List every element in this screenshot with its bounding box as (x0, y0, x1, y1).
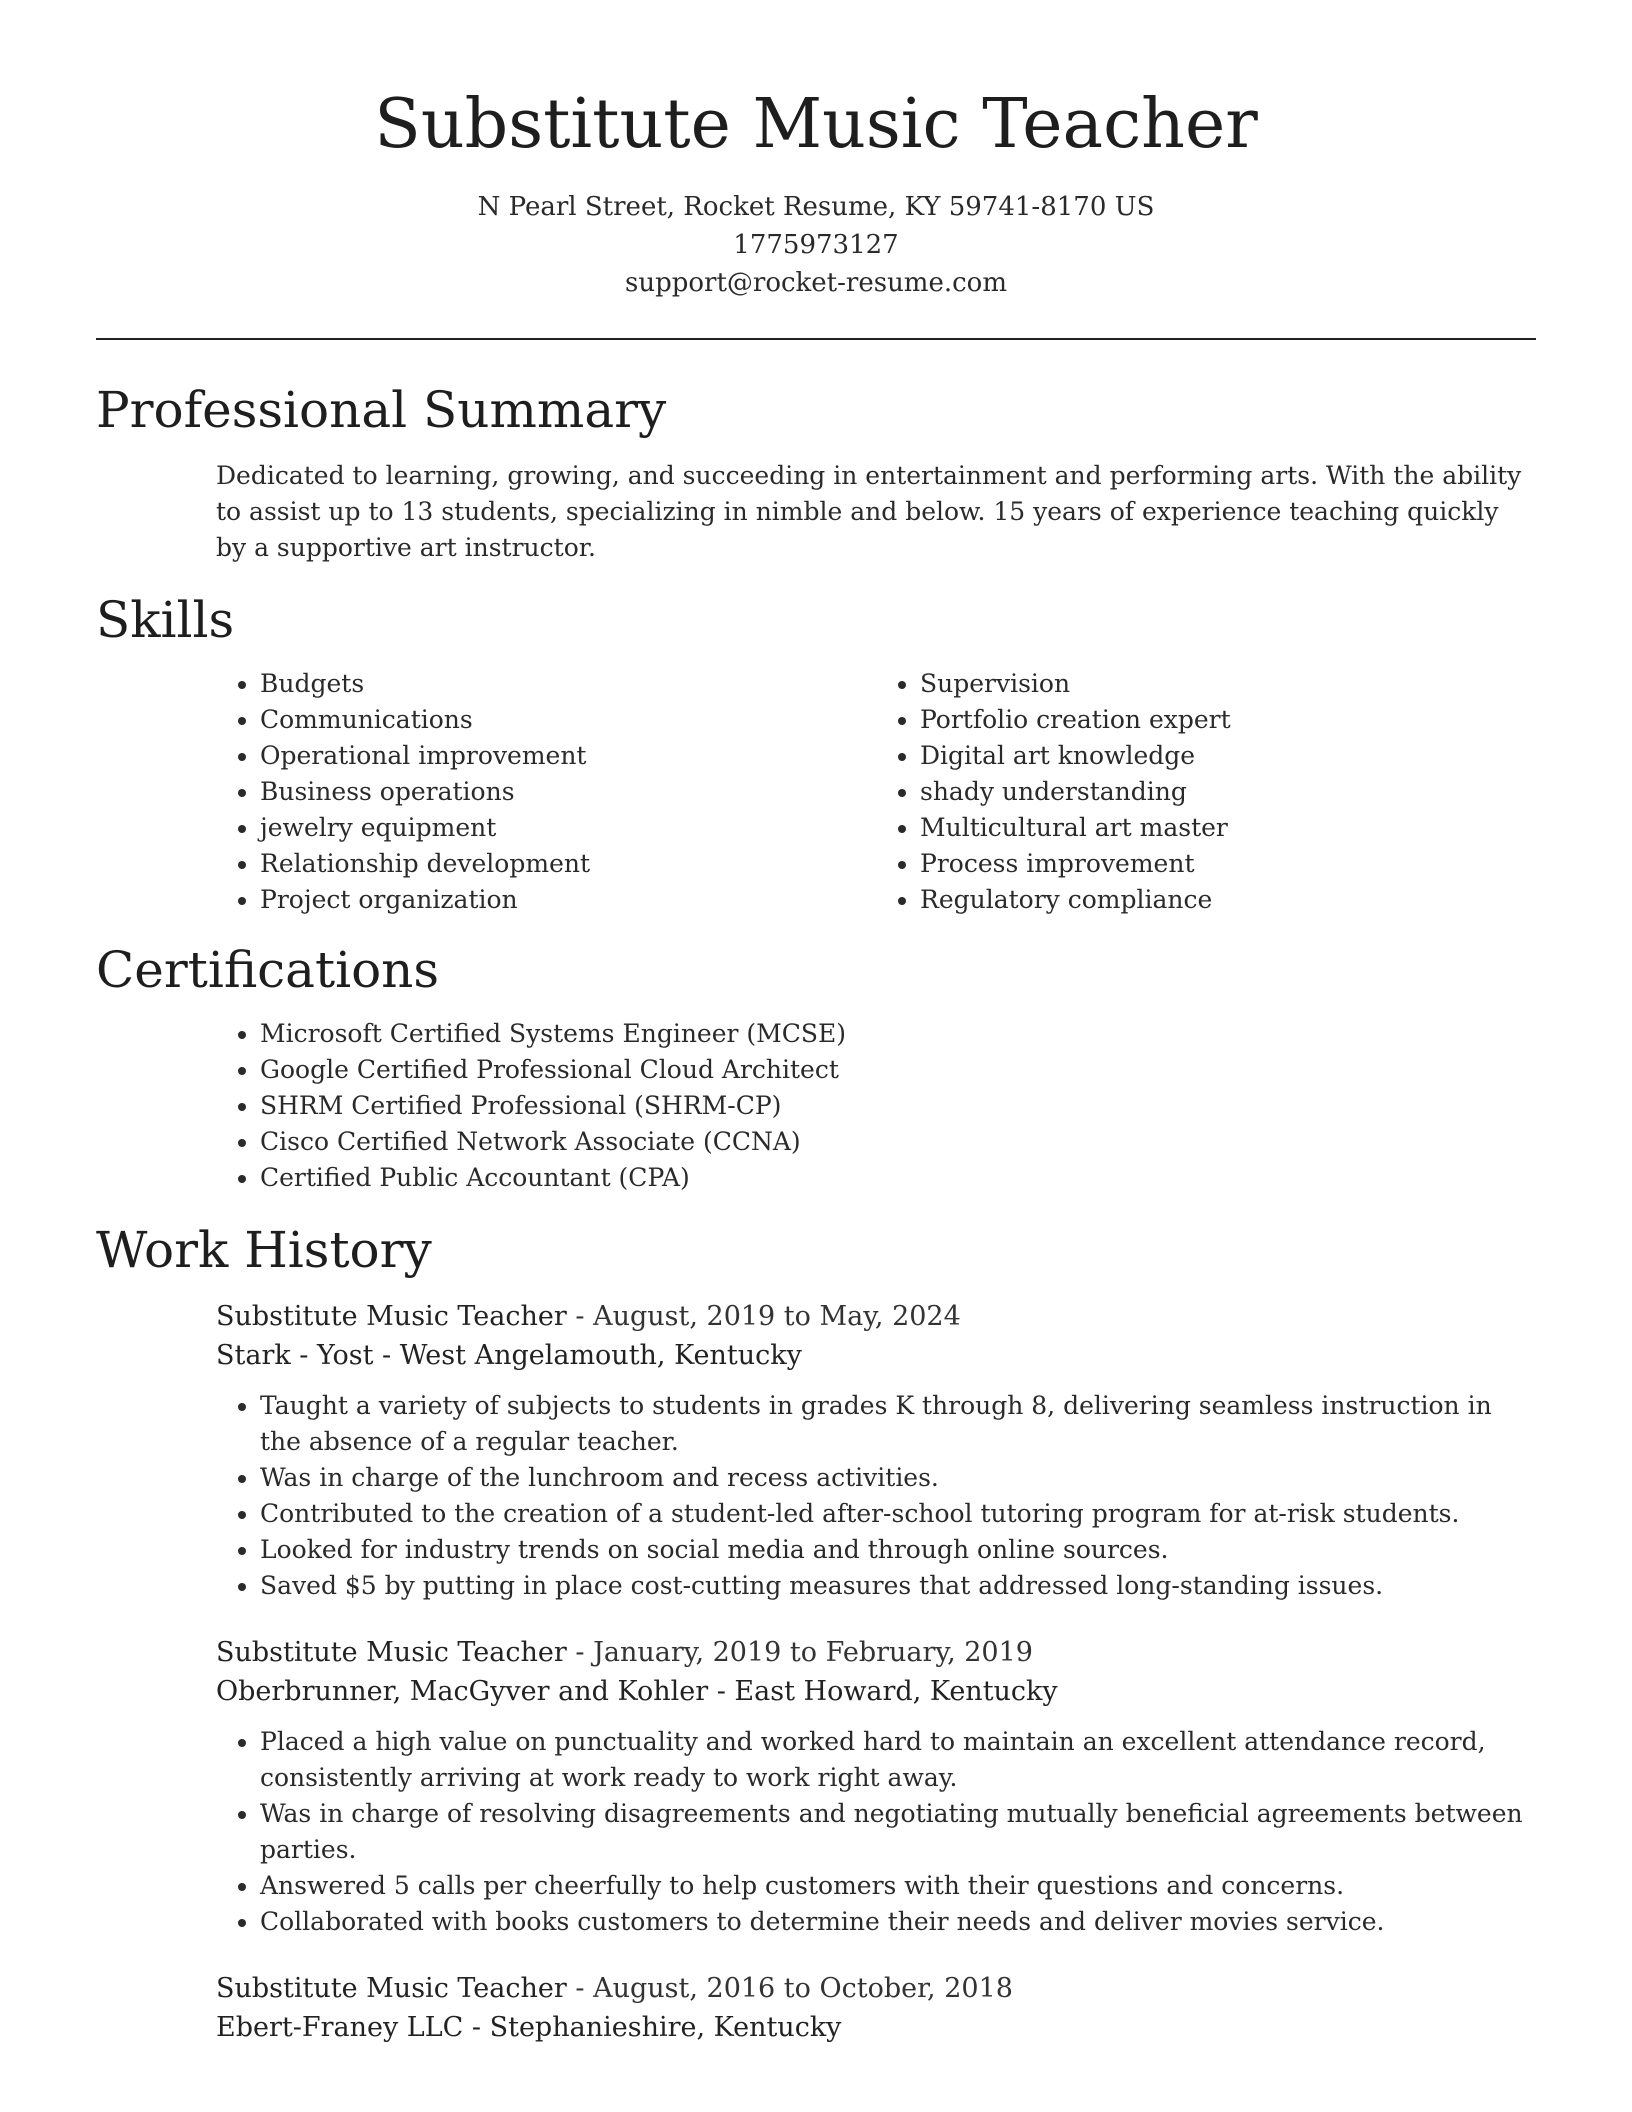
skill-item: • Multicultural art master (920, 810, 1536, 846)
skill-item: • Portfolio creation expert (920, 702, 1536, 738)
job-location: Stephanieshire, Kentucky (489, 2011, 842, 2043)
company-name: Oberbrunner, MacGyver and Kohler (216, 1675, 709, 1707)
job-entry (216, 1298, 1536, 1604)
skill-item: • Supervision (920, 666, 1536, 702)
job-company-line (216, 1672, 1536, 1712)
skill-item: • Process improvement (920, 846, 1536, 882)
job-bullet: • Collaborated with books customers to determine their needs and deliver movies service. (260, 1904, 1536, 1940)
resume-header (0, 0, 1632, 302)
job-bullet: • Saved $5 by putting in place cost-cutting measures that addressed long-standing issues. (260, 1568, 1536, 1604)
skill-item: • Digital art knowledge (920, 738, 1536, 774)
job-bullet: • Was in charge of resolving disagreements and negotiating mutually beneficial agreements between parties. (260, 1796, 1536, 1868)
job-bullet: • Looked for industry trends on social media and through online sources. (260, 1532, 1536, 1568)
job-bullet: • Contributed to the creation of a student-led after-school tutoring program for at-risk students. (260, 1496, 1536, 1532)
certifications-list (216, 1016, 910, 1196)
candidate-name: Substitute Music Teacher (374, 85, 1258, 164)
job-dates: January, 2019 to February, 2019 (593, 1636, 1033, 1668)
skill-item: • Budgets (260, 666, 876, 702)
separator: - (566, 1972, 594, 2004)
separator: - (566, 1636, 594, 1668)
address: N Pearl Street, Rocket Resume, KY 59741-8170 US (477, 191, 1155, 222)
job-title: Substitute Music Teacher (216, 1972, 567, 2004)
separator: - (566, 1300, 594, 1332)
skills-title: Skills (96, 590, 235, 649)
company-name: Ebert-Franey LLC (216, 2011, 464, 2043)
certification-item: • Cisco Certified Network Associate (CCNA) (260, 1124, 910, 1160)
certification-item: • SHRM Certified Professional (SHRM-CP) (260, 1088, 910, 1124)
jobs-list (216, 1298, 1536, 2048)
skill-item: • Relationship development (260, 846, 876, 882)
job-bullets (216, 1724, 1536, 1940)
certifications-title: Certifications (96, 940, 440, 999)
skill-item: • Regulatory compliance (920, 882, 1536, 918)
separator: - (708, 1675, 735, 1707)
job-location: West Angelamouth, Kentucky (399, 1339, 802, 1371)
skills-columns (216, 666, 1536, 918)
certification-item: • Google Certified Professional Cloud Architect (260, 1052, 910, 1088)
skill-item: • Operational improvement (260, 738, 876, 774)
skill-item: • shady understanding (920, 774, 1536, 810)
certifications-block (216, 1016, 1536, 1196)
job-bullet: • Was in charge of the lunchroom and recess activities. (260, 1460, 1536, 1496)
certification-item: • Microsoft Certified Systems Engineer (MCSE) (260, 1016, 910, 1052)
summary-title: Professional Summary (96, 380, 667, 439)
skills-list-right (876, 666, 1536, 918)
email: support@rocket-resume.com (624, 267, 1007, 298)
skill-item: • Project organization (260, 882, 876, 918)
job-company-line (216, 1336, 1536, 1376)
certification-item: • Certified Public Accountant (CPA) (260, 1160, 910, 1196)
job-entry (216, 1970, 1536, 2048)
skill-item: • jewelry equipment (260, 810, 876, 846)
separator: - (373, 1339, 400, 1371)
certifications-section (96, 940, 1536, 1196)
work-title: Work History (96, 1220, 432, 1279)
phone: 1775973127 (733, 229, 899, 260)
job-title-line (216, 1298, 1536, 1336)
skill-item: • Communications (260, 702, 876, 738)
separator: - (463, 2011, 490, 2043)
job-dates: August, 2019 to May, 2024 (593, 1300, 961, 1332)
work-section (96, 1220, 1536, 2048)
job-location: East Howard, Kentucky (734, 1675, 1058, 1707)
job-bullet: • Taught a variety of subjects to students in grades K through 8, delivering seamless instruction in the absence of a regular teacher. (260, 1388, 1536, 1460)
header-divider (96, 338, 1536, 340)
job-title-line (216, 1634, 1536, 1672)
job-bullet: • Placed a high value on punctuality and worked hard to maintain an excellent attendance record, consistently arriving at work ready to work right away. (260, 1724, 1536, 1796)
skills-list-left (216, 666, 876, 918)
job-bullet: • Answered 5 calls per cheerfully to help customers with their questions and concerns. (260, 1868, 1536, 1904)
skills-section (96, 590, 1536, 918)
job-company-line (216, 2008, 1536, 2048)
job-entry (216, 1634, 1536, 1940)
summary-text: Dedicated to learning, growing, and succeeding in entertainment and performing arts. With the ability to assist up to 13 students, specializing in nimble and below. 15 years of experience teaching quickly by a supportive art instructor. (216, 460, 1522, 562)
contact-block (0, 188, 1632, 302)
job-bullets (216, 1388, 1536, 1604)
job-dates: August, 2016 to October, 2018 (593, 1972, 1013, 2004)
summary-section (96, 380, 1536, 566)
skill-item: • Business operations (260, 774, 876, 810)
job-title: Substitute Music Teacher (216, 1300, 567, 1332)
job-title: Substitute Music Teacher (216, 1636, 567, 1668)
job-title-line (216, 1970, 1536, 2008)
company-name: Stark - Yost (216, 1339, 374, 1371)
